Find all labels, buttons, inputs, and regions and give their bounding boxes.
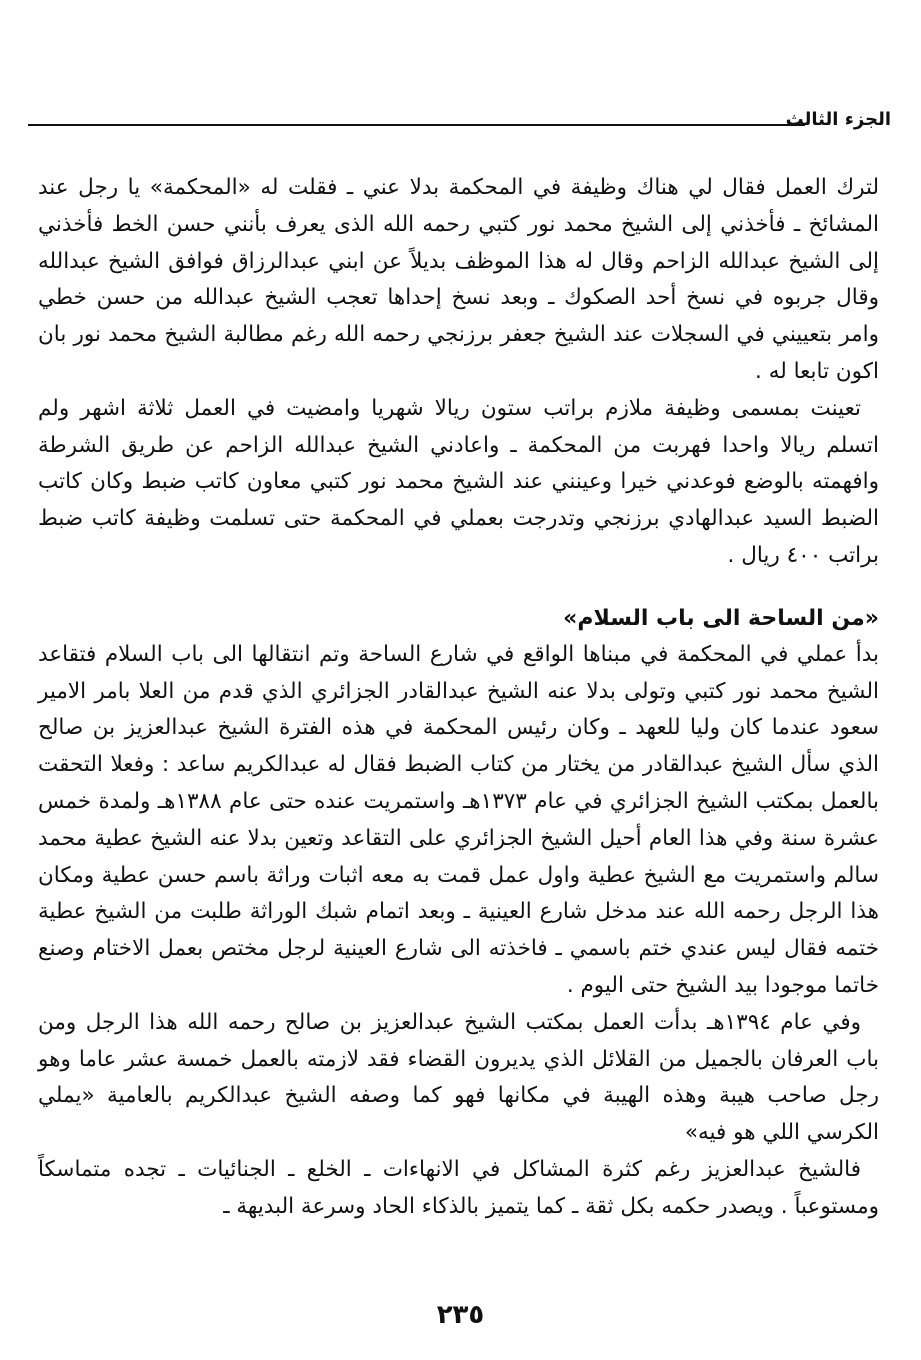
section-paragraph-3: فالشيخ عبدالعزيز رغم كثرة المشاكل في الانهاءات ـ الخلع ـ الجنائيات ـ تجده متماسكاً ومستوعباً . ويصدر حكمه بكل ثقة ـ كما يتميز بالذكاء الحاد وسرعة البديهة ـ: [38, 1156, 879, 1219]
section-paragraph-2: وفي عام ١٣٩٤هـ بدأت العمل بمكتب الشيخ عبدالعزيز بن صالح رحمه الله هذا الرجل ومن باب العرفان بالجميل من القلائل الذي يديرون القضاء فقد لازمته بالعمل خمسة عشر عاما وهو رجل صاحب هيبة وهذه الهيبة في مكانها فهو كما وصفه الشيخ عبدالكريم بالعامية «يملي الكرسي اللي هو فيه»: [38, 1009, 879, 1146]
section-title: «من الساحة الى باب السلام»: [563, 605, 879, 631]
running-header: [28, 108, 891, 132]
section-paragraph-1: بدأ عملي في المحكمة في مبناها الواقع في شارع الساحة وتم انتقالها الى باب السلام فتقاعد الشيخ محمد نور كتبي وتولى بدلا عنه الشيخ عبدالقادر الجزائري الذي قدم من العلا بامر الامير سعود عندما كان وليا للعهد ـ وكان رئيس المحكمة في هذه الفترة الشيخ عبدالعزيز بن صالح الذي سأل الشيخ عبدالقادر من يختار من كتاب الضبط فقال له عبدالكريم ساعد : وفعلا التحقت بالعمل بمكتب الشيخ الجزائري في عام ١٣٧٣هـ واستمريت عنده حتى عام ١٣٨٨هـ ولمدة خمس عشرة سنة وفي هذا العام أحيل الشيخ الجزائري على التقاعد وتعين بدلا عنه الشيخ عطية محمد سالم واستمريت مع الشيخ عطية واول عمل قمت به معه اثبات وراثة باسم حسن عطية ومكان هذا الرجل رحمه الله عند مدخل شارع العينية ـ وبعد اتمام شبك الوراثة طلبت من الشيخ عطية ختمه فقال ليس عندي ختم باسمي ـ فاخذته الى شارع العينية لرجل مختص بعمل الاختام وصنع خاتما موجودا بيد الشيخ حتى اليوم .: [38, 641, 880, 998]
paragraph-2: تعينت بمسمى وظيفة ملازم براتب ستون ريالا شهريا وامضيت في العمل ثلاثة اشهر ولم اتسلم ريالا واحدا فهربت من المحكمة ـ واعادني الشيخ عبدالله الزاحم عن طريق الشرطة وافهمته بالوضع فوعدني خيرا وعينني عند الشيخ محمد نور كتبي معاون كاتب ضبط وكان كاتب الضبط السيد عبدالهادي برزنجي وتدرجت بعملي في المحكمة حتى تسلمت وظيفة كاتب ضبط براتب ٤٠٠ ريال .: [38, 395, 879, 568]
header-rule: [28, 124, 805, 126]
paragraph-1: لترك العمل فقال لي هناك وظيفة في المحكمة بدلا عني ـ فقلت له «المحكمة» يا رجل عند المشائخ ـ فأخذني إلى الشيخ محمد نور كتبي رحمه الله الذى يعرف بأنني حسن الخط فأخذني إلى الشيخ عبدالله الزاحم وقال له هذا الموظف بديلاً عن ابني عبدالرزاق فوافق الشيخ عبدالله وقال جربوه في نسخ أحد الصكوك ـ وبعد نسخ إحداها تعجب الشيخ عبدالله من حسن خطي وامر بتعييني في السجلات عند الشيخ جعفر برزنجي رحمه الله رغم مطالبة الشيخ محمد نور بان اكون تابعا له .: [38, 175, 879, 384]
body-text: [38, 170, 879, 1226]
page-number: ٢٣٥: [436, 1300, 485, 1330]
running-title: الجزء الثالث: [785, 109, 891, 130]
